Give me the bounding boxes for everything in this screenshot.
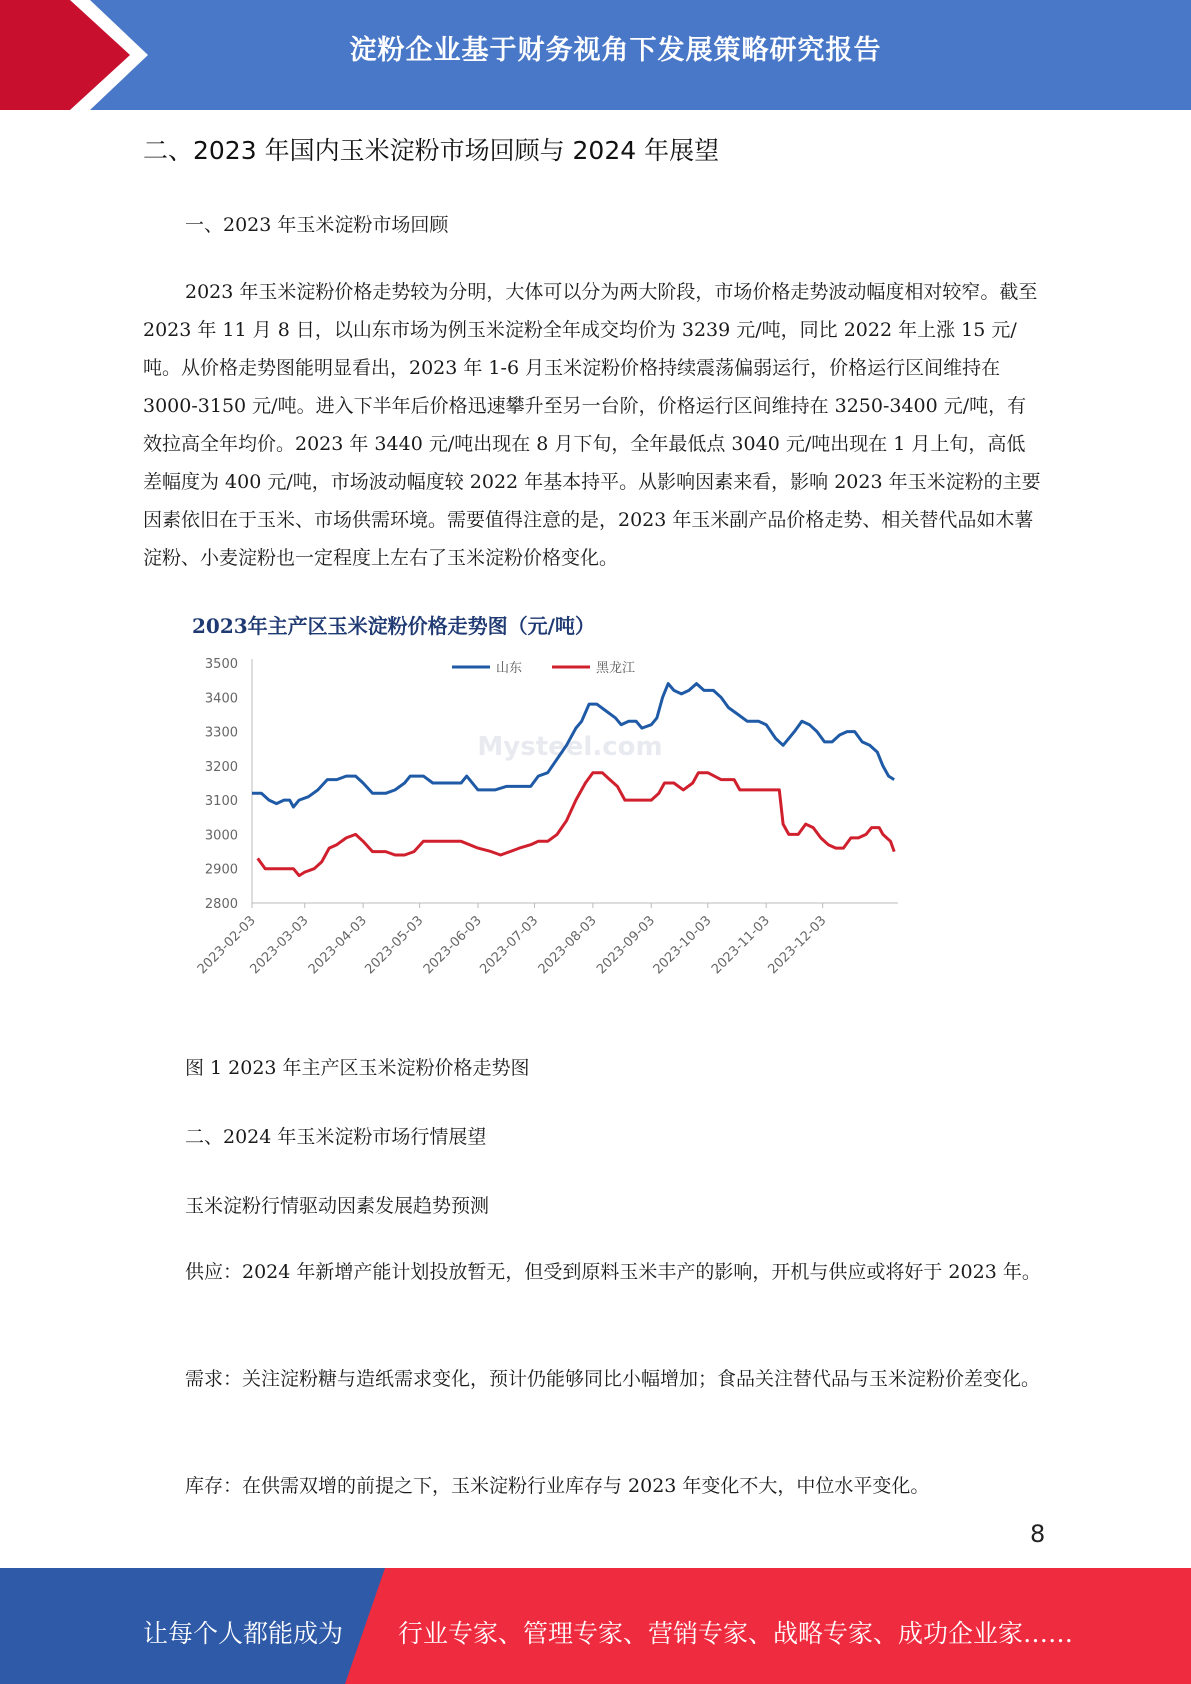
page-header: [0, 0, 1191, 110]
paragraph-demand: 需求：关注淀粉糖与造纸需求变化，预计仍能够同比小幅增加；食品关注替代品与玉米淀粉价差变化。: [185, 1368, 1041, 1390]
section-title: 二、2023 年国内玉米淀粉市场回顾与 2024 年展望: [143, 136, 720, 165]
paragraph-supply: 供应：2024 年新增产能计划投放暂无，但受到原料玉米丰产的影响，开机与供应或将好于 2023 年。: [185, 1261, 1041, 1283]
series-line-heilongjiang: [258, 773, 895, 876]
paragraph-review: 2023 年玉米淀粉价格走势较为分明，大体可以分为两大阶段，市场价格走势波动幅度相对较窄。截至 2023 年 11 月 8 日，以山东市场为例玉米淀粉全年成交均价为 3239 元/吨，同比 2022 年上涨 15 元/吨。从价格走势图能明显看出，2023 年 1-6 月玉米淀粉价格持续震荡偏弱运行，价格运行区间维持在 3000-3150 元/吨。进入下半年后价格迅速攀升至另一台阶，价格运行区间维持在 3250-3400 元/吨，有效拉高全年均价。2023 年 3440 元/吨出现在 8 月下旬，全年最低点 3040 元/吨出现在 1 月上旬，高低差幅度为 400 元/吨，市场波动幅度较 2022 年基本持平。从影响因素来看，影响 2023 年玉米淀粉的主要因素依旧在于玉米、市场供需环境。需要值得注意的是，2023 年玉米副产品价格走势、相关替代品如木薯淀粉、小麦淀粉也一定程度上左右了玉米淀粉价格变化。: [143, 281, 1041, 569]
subheading-drivers: 玉米淀粉行情驱动因素发展趋势预测: [185, 1195, 490, 1217]
legend-label: 山东: [496, 661, 523, 676]
subheading-review: 一、2023 年玉米淀粉市场回顾: [185, 214, 449, 236]
paragraph-stock: 库存：在供需双增的前提之下，玉米淀粉行业库存与 2023 年变化不大，中位水平变化。: [185, 1475, 930, 1497]
x-tick-label: 2023-03-03: [247, 913, 312, 978]
x-tick-label: 2023-11-03: [708, 913, 773, 978]
price-chart: [180, 605, 920, 1005]
x-tick-label: 2023-09-03: [594, 913, 659, 978]
figure-caption: 图 1 2023 年主产区玉米淀粉价格走势图: [185, 1057, 530, 1079]
x-tick-label: 2023-05-03: [362, 913, 427, 978]
report-title: 淀粉企业基于财务视角下发展策略研究报告: [349, 35, 882, 66]
x-tick-label: 2023-08-03: [535, 913, 600, 978]
y-tick-label: 3400: [204, 691, 238, 707]
subheading-outlook: 二、2024 年玉米淀粉市场行情展望: [185, 1126, 487, 1148]
y-tick-label: 3500: [204, 657, 238, 672]
price-chart-svg: [180, 605, 920, 1005]
y-tick-label: 2900: [204, 862, 238, 878]
x-tick-label: 2023-07-03: [477, 913, 542, 978]
chart-watermark: Mysteel.com: [477, 732, 663, 762]
legend-label: 黑龙江: [596, 661, 636, 676]
y-tick-label: 2800: [204, 897, 238, 912]
y-tick-label: 3300: [204, 725, 238, 741]
chart-title: 2023年主产区玉米淀粉价格走势图（元/吨）: [192, 614, 595, 638]
x-tick-label: 2023-10-03: [650, 913, 715, 978]
x-tick-label: 2023-04-03: [305, 913, 370, 978]
y-tick-label: 3000: [204, 828, 238, 844]
y-tick-label: 3200: [204, 759, 238, 775]
x-tick-label: 2023-06-03: [420, 913, 485, 978]
footer-slogan-left: 让每个人都能成为: [143, 1619, 344, 1648]
footer-slogan-right: 行业专家、管理专家、营销专家、战略专家、成功企业家……: [398, 1619, 1074, 1648]
page-number: 8: [1030, 1520, 1046, 1548]
x-tick-label: 2023-02-03: [194, 913, 259, 978]
y-tick-label: 3100: [204, 794, 238, 810]
x-tick-label: 2023-12-03: [765, 913, 830, 978]
